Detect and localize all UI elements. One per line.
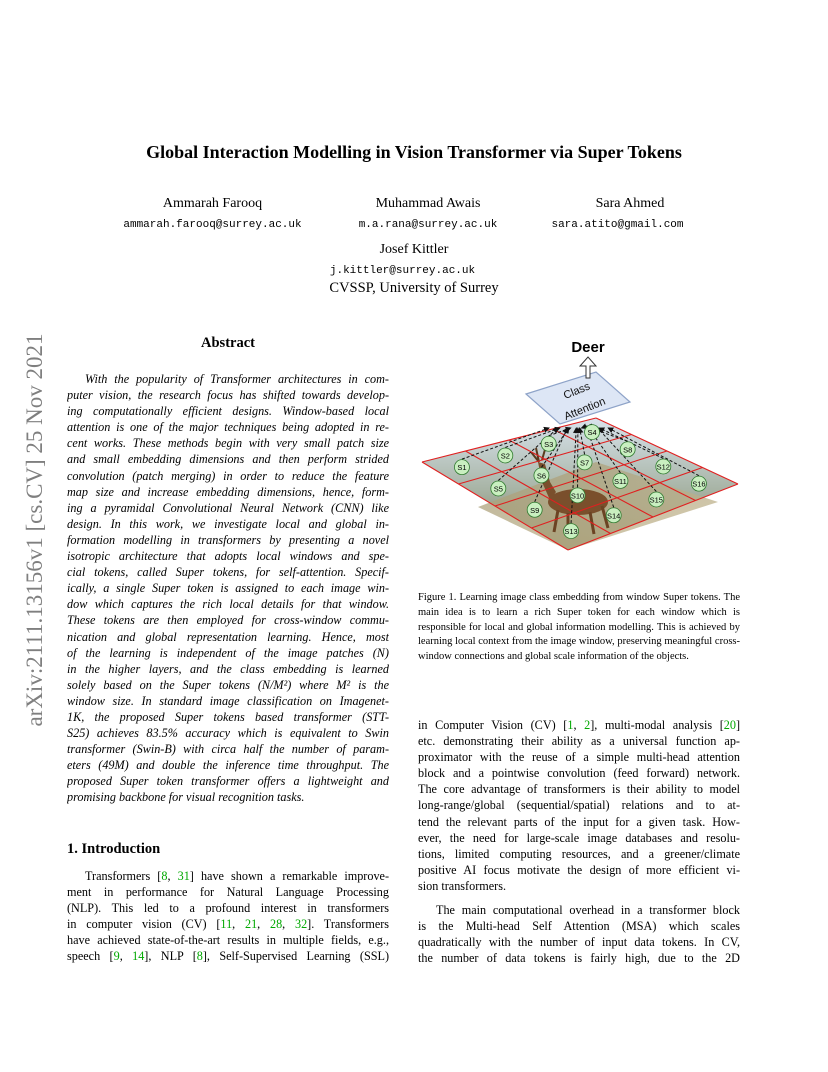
token-label: S12: [656, 462, 670, 472]
text-line: the number of data tokens is fairly high, due to the 2D: [418, 951, 740, 966]
super-token-s8: [620, 442, 635, 457]
citation-link[interactable]: 8: [161, 869, 168, 883]
abstract-line: of the learning is independent of the image patches (N): [67, 645, 389, 660]
token-label: S13: [564, 527, 578, 537]
paper-title: Global Interaction Modelling in Vision Transformer via Super Tokens: [146, 142, 682, 162]
abstract-line: dow which captures the rich local details for that window.: [67, 597, 389, 612]
token-label: S2: [500, 451, 510, 461]
text-line: The main computational overhead in a transformer block: [436, 903, 740, 917]
class-attention-box: [526, 372, 630, 424]
introduction-paragraph: [67, 868, 389, 965]
text-line: in computer vision (CV) [11, 21, 28, 32]. Transformers: [67, 917, 390, 932]
abstract-line: ing computationally efficient designs. Window-based local: [67, 404, 389, 419]
super-token-s16: [691, 476, 706, 491]
arxiv-sidebar: [20, 290, 50, 770]
citation-link[interactable]: 32: [294, 917, 308, 932]
abstract-line: convolution (patch merging) in order to reduce the feature: [67, 468, 389, 483]
super-token-s11: [613, 473, 628, 488]
token-label: S9: [530, 505, 540, 515]
abstract-line: ically, a single Super token is assigned to each image win-: [67, 581, 389, 596]
super-token-s5: [491, 481, 506, 496]
token-label: S15: [649, 495, 663, 505]
text-line: have achieved state-of-the-art results in multiple fields, e.g.,: [67, 933, 389, 948]
super-token-s9: [527, 502, 542, 517]
text-line: quadratically with the number of input data tokens. In CV,: [418, 935, 740, 950]
super-token-s13: [564, 524, 579, 539]
figure-caption: Figure 1. Learning image class embedding from window Super tokens. The main idea is to learn a rich Super token for each window which is responsible for local and global information modelling. This is achieved by learning local context from the image window, preserving meaningful cross-window connections and global scale information of the objects.: [418, 592, 740, 663]
super-token-s7: [577, 455, 592, 470]
abstract-line: nication and global representation learning. Hence, most: [67, 629, 389, 644]
token-label: S11: [614, 476, 627, 486]
class-output-label: Deer: [571, 339, 605, 356]
abstract-line: in the higher layers, and the class embedding is learned: [67, 661, 389, 676]
text-line: positive AI focus motivate the design of more efficient vi-: [418, 862, 740, 877]
abstract-line: solely based on the Super tokens (N/M²) where M² is the: [67, 677, 389, 692]
text-line: The core advantage of transformers is their ability to model: [418, 782, 740, 797]
super-token-s2: [498, 448, 513, 463]
introduction-heading: 1. Introduction: [67, 841, 161, 857]
abstract-line: design. In this work, we investigate local and global in-: [67, 516, 389, 531]
token-label: S4: [587, 428, 597, 438]
citation-link[interactable]: 21: [244, 917, 258, 932]
token-label: S7: [579, 458, 590, 468]
abstract-line: 1K, the proposed Super tokens based transformer (STT-: [67, 709, 389, 724]
citation-link[interactable]: 31: [177, 869, 190, 883]
text-line: is the Multi-head Self Attention (MSA) which scales: [418, 919, 740, 934]
abstract-line: promising backbone for visual recognition tasks.: [67, 790, 305, 805]
text-line: ment in performance for Natural Language Processing: [67, 885, 389, 900]
abstract-line: S25) achieves 83.5% accuracy which is equivalent to Swin: [67, 726, 389, 741]
super-token-s6: [534, 468, 549, 483]
citation-link[interactable]: 28: [269, 917, 283, 932]
abstract-body: [67, 371, 389, 806]
token-label: S8: [623, 445, 633, 455]
citation-link[interactable]: 14: [132, 949, 145, 964]
text-line: Transformers [8, 31] have shown a remarkable improve-: [85, 869, 390, 883]
class-attention-label-2: Attention: [562, 395, 608, 423]
text-line: etc. demonstrating their ability as a universal function ap-: [418, 734, 740, 749]
abstract-line: transformer (Swin-B) with circa half the number of param-: [67, 742, 389, 757]
citation-link[interactable]: 20: [723, 718, 736, 732]
abstract-line: cent works. These methods begin with very small patch size: [67, 436, 389, 451]
abstract-line: map size and increase embedding dimensions, hence, form-: [67, 484, 389, 499]
citation-link[interactable]: 9: [113, 949, 120, 964]
abstract-line: With the popularity of Transformer architectures in com-: [85, 372, 389, 386]
text-line: (NLP). This led to a profound interest in transformers: [67, 901, 389, 916]
author-name: Muhammad Awais: [375, 196, 481, 211]
abstract-line: window size. In standard image classification on Imagenet-: [67, 693, 389, 708]
abstract-line: puter vision, the research focus has shifted towards develop-: [67, 388, 389, 403]
token-label: S16: [692, 479, 706, 489]
author-name: Sara Ahmed: [595, 196, 665, 211]
author-email: ammarah.farooq@surrey.ac.uk: [123, 219, 302, 231]
arxiv-identifier: arXiv:2111.13156v1 [cs.CV] 25 Nov 2021: [22, 333, 47, 727]
citation-link[interactable]: 1: [567, 718, 574, 732]
super-token-s12: [656, 459, 671, 474]
super-token-s15: [649, 492, 664, 507]
citation-link[interactable]: 11: [220, 917, 233, 932]
affiliation: CVSSP, University of Surrey: [329, 280, 499, 296]
text-line: speech [9, 14], NLP [8], Self-Supervised Learning (SSL): [67, 949, 390, 964]
abstract-line: proposed Super token transformer offers a lightweight and: [67, 774, 389, 789]
text-line: proximator with the reuse of a simple multi-head attention: [418, 750, 740, 765]
introduction-paragraph: [418, 902, 740, 966]
super-token-s1: [454, 460, 469, 475]
text-line: in Computer Vision (CV) [1, 2], multi-modal analysis [20]: [418, 718, 741, 732]
citation-link[interactable]: 8: [196, 949, 203, 964]
token-label: S10: [570, 491, 585, 501]
abstract-line: and small embedding dimensions and then perform strided: [67, 452, 389, 467]
author-name: Josef Kittler: [379, 242, 449, 257]
token-label: S5: [493, 484, 503, 494]
figure-1-illustration: [418, 332, 740, 582]
text-line: ever, the need for large-scale image databases and resolu-: [418, 830, 740, 845]
super-token-s10: [570, 488, 585, 503]
text-line: tend the relevant parts of the input for a given task. How-: [418, 814, 740, 829]
abstract-line: eters (49M) and double the inference time throughput. The: [67, 758, 389, 773]
abstract-line: attention is one of the major techniques being adopted in re-: [67, 420, 389, 435]
token-label: S1: [457, 463, 467, 473]
abstract-line: cial tokens, called Super tokens, for self-attention. Specif-: [67, 565, 389, 580]
abstract-line: formation modelling in transformers by presenting a novel: [67, 532, 389, 547]
token-label: S3: [544, 439, 554, 449]
author-email: m.a.rana@surrey.ac.uk: [358, 219, 498, 231]
author-email: j.kittler@surrey.ac.uk: [329, 265, 476, 277]
abstract-heading: Abstract: [201, 335, 255, 351]
super-token-s14: [606, 508, 621, 523]
author-name: Ammarah Farooq: [162, 196, 263, 211]
super-token-s4: [585, 425, 600, 440]
author-email: sara.atito@gmail.com: [551, 219, 684, 231]
citation-link[interactable]: 2: [584, 718, 591, 732]
token-label: S14: [607, 511, 621, 521]
introduction-paragraph-continued: [418, 717, 740, 894]
text-line: long-range/global (sequential/spatial) relations and to at-: [418, 798, 740, 813]
text-line: tions, limited computing resources, and a greener/climate: [418, 846, 740, 861]
text-line: sion transformers.: [418, 878, 507, 893]
figure-1: [418, 332, 740, 582]
super-token-s3: [541, 436, 556, 451]
abstract-line: These tokens are then employed for cross-window commu-: [67, 613, 389, 628]
token-label: S6: [536, 471, 547, 481]
text-line: block and a pointwise convolution (feed forward) network.: [418, 766, 740, 781]
abstract-line: ing a pyramidal Convolutional Neural Network (CNN) like: [67, 500, 389, 515]
abstract-line: isotropic architecture that adopts local windows and spe-: [67, 549, 389, 564]
class-attention-label-1: Class: [561, 380, 592, 402]
